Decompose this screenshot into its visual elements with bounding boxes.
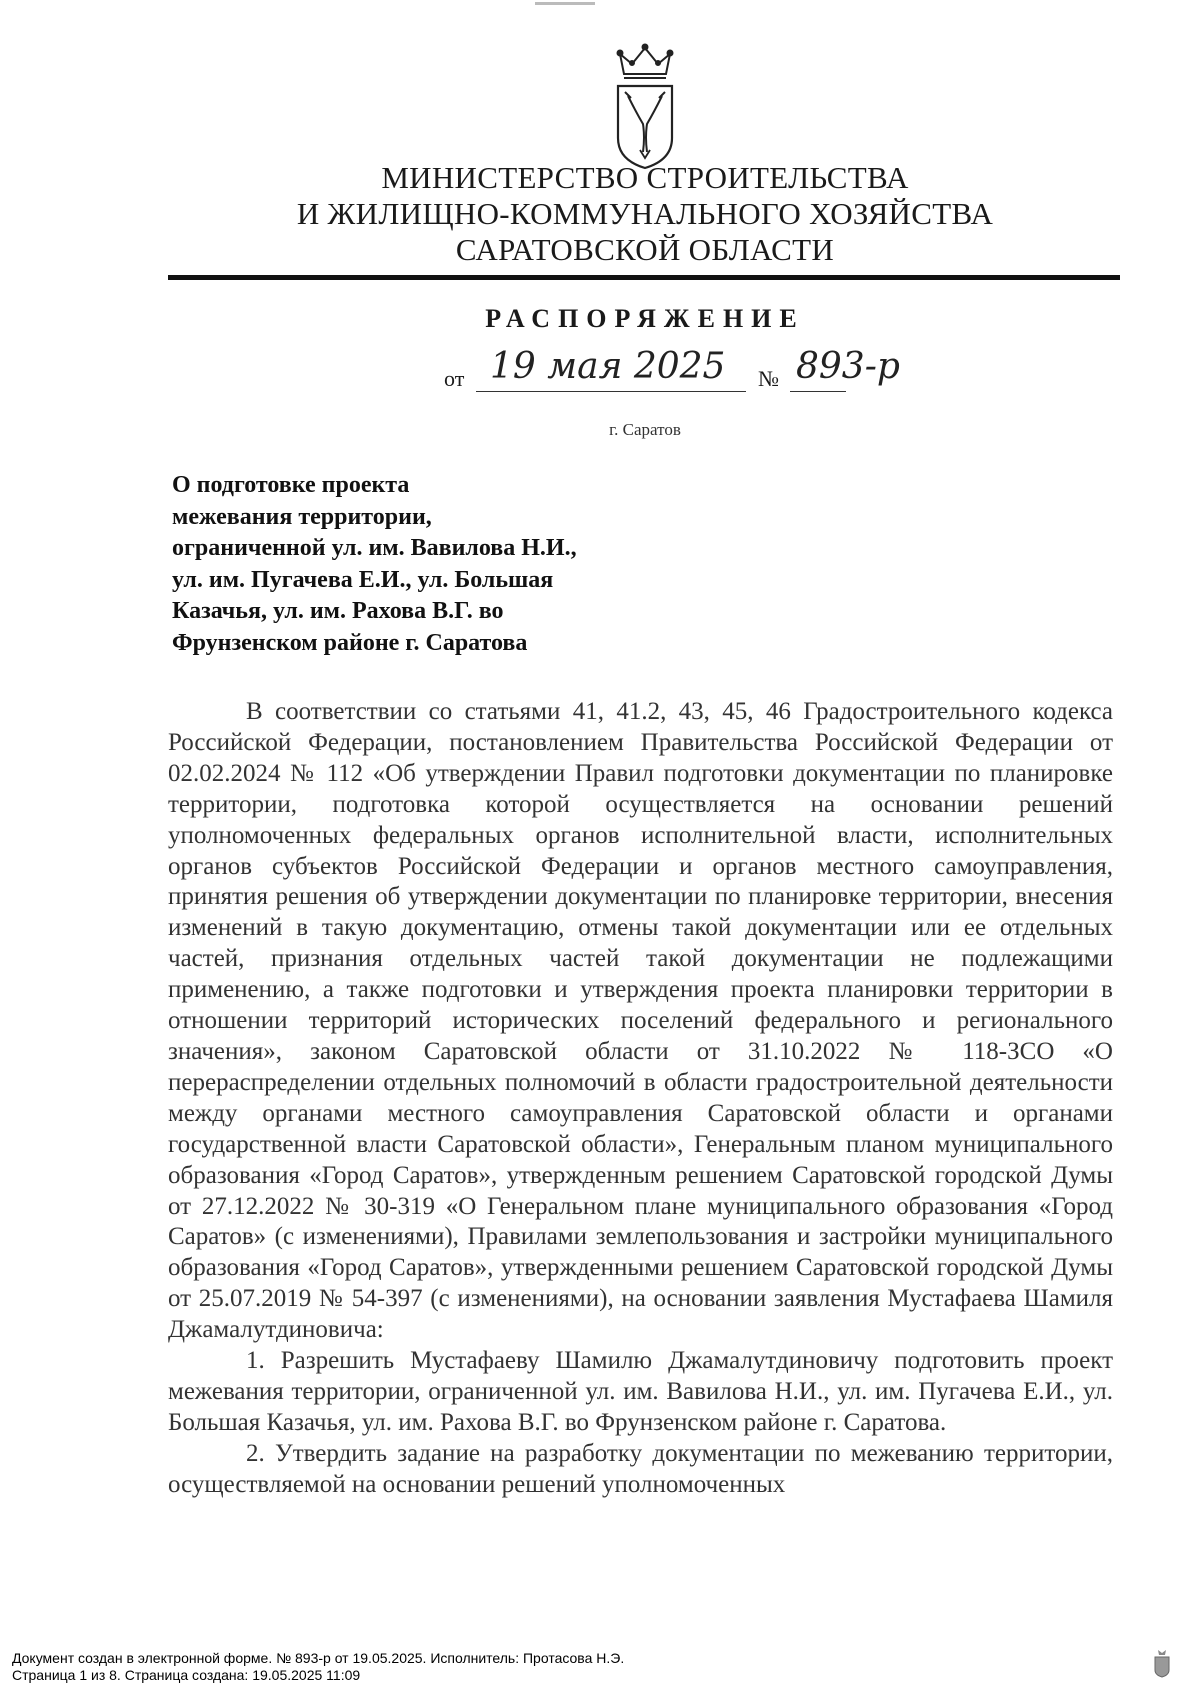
footer-line-1: Документ создан в электронной форме. № 893-р от 19.05.2025. Исполнитель: Протасова Н.Э.	[12, 1650, 625, 1666]
scan-artifact	[535, 2, 595, 5]
header-divider	[168, 275, 1120, 280]
document-body	[168, 697, 1113, 1501]
subject-line: Казачья, ул. им. Рахова В.Г. во	[172, 598, 504, 624]
date-from-label: от	[444, 366, 465, 391]
document-subject	[172, 470, 672, 659]
subject-line: межевания территории,	[172, 503, 432, 530]
coat-of-arms-small-icon	[1152, 1648, 1172, 1678]
date-underline	[476, 391, 746, 392]
subject-line: ограниченной ул. им. Вавилова Н.И.,	[172, 535, 577, 561]
dateline	[440, 346, 960, 392]
subject-line: Фрунзенском районе г. Саратова	[172, 629, 528, 656]
subject-line: О подготовке проекта	[172, 472, 410, 498]
handwritten-number: 893-р	[796, 346, 900, 387]
subject-line: ул. им. Пугачева Е.И., ул. Большая	[172, 566, 554, 593]
body-item-2: 2. Утвердить задание на разработку документации по межеванию территории, осуществляемой на основании решений уполномоченных	[168, 1439, 1113, 1498]
ministry-line-3: САРАТОВСКОЙ ОБЛАСТИ	[455, 232, 835, 267]
ministry-line-2: И ЖИЛИЩНО-КОММУНАЛЬНОГО ХОЗЯЙСТВА	[296, 196, 994, 231]
body-preamble: В соответствии со статьями 41, 41.2, 43, 45, 46 Градостроительного кодекса Российской Федерации, постановлением Правительства Российской Федерации от 02.02.2024 № 112 «Об утверждении Правил подготовки документации по планировке территории, подготовка которой осуществляется на основании решений уполномоченных федеральных органов исполнительной власти, исполнительных органов субъектов Российской Федерации и органов местного самоуправления, принятия решения об утверждении документации по планировке территории, внесения изменений в такую документацию, отмены такой документации или ее отдельных частей, признания отдельных частей такой документации не подлежащими применению, а также подготовки и утверждения проекта планировки территории в отношении территорий исторических поселений федерального и регионального значения», законом Саратовской области от 31.10.2022 № 118-ЗСО «О перераспределении отдельных полномочий в области градостроительной деятельности между органами местного самоуправления Саратовской области и органами государственной власти Саратовской области», Генеральным планом муниципального образования «Город Саратов», утвержденным решением Саратовской городской Думы от 27.12.2022 № 30-319 «О Генеральном плане муниципального образования «Город Саратов» (с изменениями), Правилами землепользования и застройки муниципального образования «Город Саратов», утвержденными решением Саратовской городской Думы от 25.07.2019 № 54-397 (с изменениями), на основании заявления Мустафаева Шамиля Джамалутдиновича:	[168, 698, 1113, 1344]
ministry-name	[0, 160, 1200, 268]
ministry-line-1: МИНИСТЕРСТВО СТРОИТЕЛЬСТВА	[381, 160, 909, 195]
document-type: РАСПОРЯЖЕНИЕ	[485, 304, 805, 333]
electronic-document-footer	[12, 1650, 624, 1684]
body-item-1: 1. Разрешить Мустафаеву Шамилю Джамалутдиновичу подготовить проект межевания территории, ограниченной ул. им. Вавилова Н.И., ул. им. Пугачева Е.И., ул. Большая Казачья, ул. им. Рахова В.Г. во Фрунзенском районе г. Саратова.	[168, 1347, 1113, 1436]
number-label: №	[758, 366, 779, 391]
number-underline	[790, 391, 846, 392]
footer-line-2: Страница 1 из 8. Страница создана: 19.05.2025 11:09	[12, 1667, 361, 1683]
handwritten-date: 19 мая 2025	[490, 346, 726, 387]
saratov-coat-of-arms-icon	[610, 42, 680, 172]
city: г. Саратов	[609, 420, 681, 439]
